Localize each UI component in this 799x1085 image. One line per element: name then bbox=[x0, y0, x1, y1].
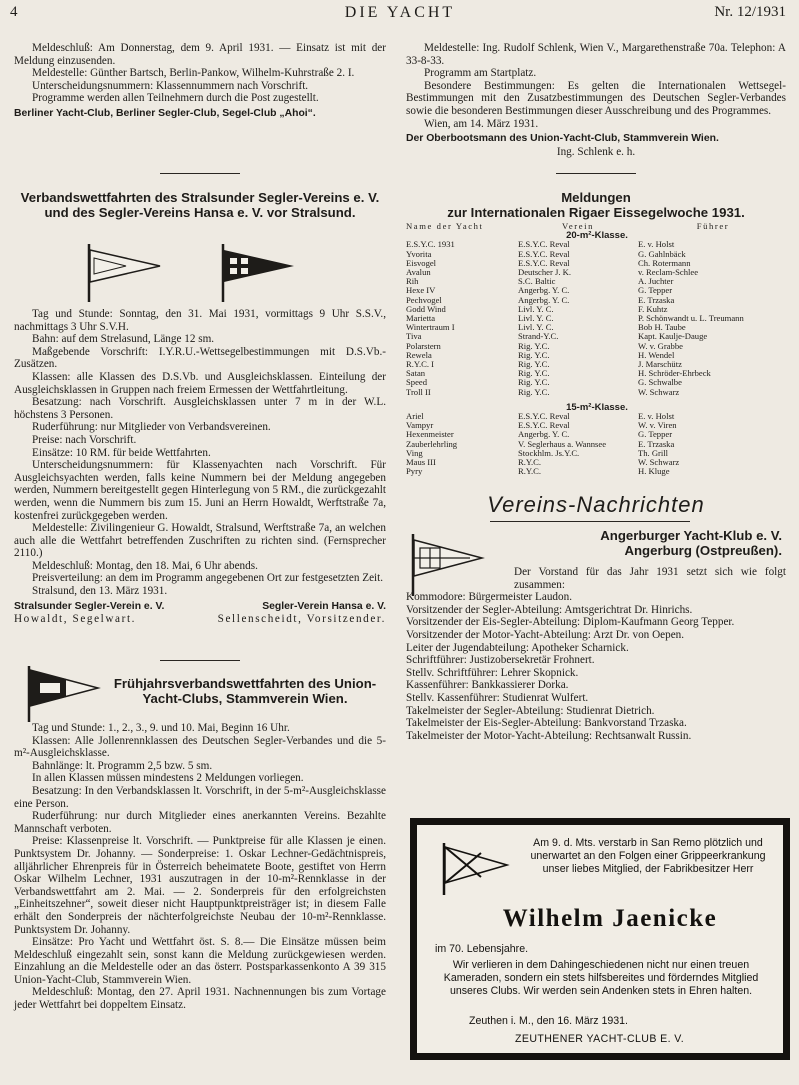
riga-entries-table bbox=[406, 222, 788, 476]
board-member: Schriftführer: Justizobersekretär Frohnert. bbox=[406, 654, 595, 667]
paragraph: Meldestelle: Zivilingenieur G. Howaldt, Stralsund, Werftstraße 7a, an welchen auch alle die Wettfahrt betreffenden Zuschriften zu richten sind. (Fernsprecher 2110.) bbox=[14, 522, 386, 560]
page-header bbox=[10, 4, 790, 24]
obituary-club: ZEUTHENER YACHT-CLUB E. V. bbox=[515, 1033, 685, 1045]
paragraph: Ruderführung: nur durch Mitglieder eines anerkannten Vereins. Bezahlte Mannschaft verboten. bbox=[14, 810, 386, 835]
paragraph: Tag und Stunde: Sonntag, den 31. Mai 1931, vormittags 9 Uhr S.S.V., nachmittags 3 Uhr S.V.H. bbox=[14, 308, 386, 333]
skipper-cell: E. v. Holst bbox=[638, 239, 675, 250]
skipper-cell: F. Kuhtz bbox=[638, 303, 668, 314]
board-member: Leiter der Jugendabteilung: Apotheker Scharnick. bbox=[406, 641, 629, 654]
skipper-cell: E. Trzaska bbox=[638, 438, 675, 449]
table-row bbox=[406, 412, 788, 421]
yacht-name-cell: Wintertraum I bbox=[406, 322, 455, 333]
yacht-name-cell: Rewela bbox=[406, 349, 432, 360]
table-row bbox=[406, 351, 788, 360]
club-location: Angerburg (Ostpreußen). bbox=[624, 543, 782, 558]
table-row bbox=[406, 421, 788, 430]
berlin-announcement-tail bbox=[14, 42, 386, 121]
union-body bbox=[14, 722, 386, 1012]
club-cell: Strand-Y.C. bbox=[518, 331, 559, 342]
skipper-cell: W. Schwarz bbox=[638, 386, 680, 397]
club-cell: Angerbg. Y. C. bbox=[518, 429, 570, 440]
skipper-cell: W. v. Grabbe bbox=[638, 340, 683, 351]
club-cell: V. Seglerhaus a. Wannsee bbox=[518, 438, 607, 449]
club-cell: E.S.Y.C. Reval bbox=[518, 257, 570, 268]
board-member: Takelmeister der Motor-Yacht-Abteilung: Rechtsanwalt Russin. bbox=[406, 729, 692, 742]
yacht-name-cell: E.S.Y.C. 1931 bbox=[406, 239, 455, 250]
paragraph: Einsätze: Pro Yacht und Wettfahrt öst. S. 8.— Die Einsätze müssen beim Meldeschluß eingezahlt sein, sonst kann die Meldung zurückgewiesen werden. Einzahlung an die Meldestelle oder an das österr. Postsparkassenkonto A 39 315 Union-Yacht-Club, Stammverein Wien. bbox=[14, 936, 386, 986]
section-heading-club-news: Vereins-Nachrichten bbox=[487, 492, 705, 517]
yacht-name-cell: Ariel bbox=[406, 411, 424, 422]
skipper-cell: P. Schönwandt u. L. Treumann bbox=[638, 313, 744, 324]
skipper-cell: H. Kluge bbox=[638, 466, 670, 477]
club-cell: Rig. Y.C. bbox=[518, 377, 550, 388]
skipper-cell: G. Schwalbe bbox=[638, 377, 682, 388]
yacht-name-cell: Zauberlehrling bbox=[406, 438, 458, 449]
board-member: Takelmeister der Eis-Segler-Abteilung: Bankvorstand Trzaska. bbox=[406, 717, 687, 730]
club-cell: Livl. Y. C. bbox=[518, 322, 554, 333]
yacht-name-cell: Eisvogel bbox=[406, 257, 437, 268]
board-member: Stellv. Kassenführer: Studienrat Wulfert. bbox=[406, 691, 589, 704]
class-20-entries bbox=[406, 240, 788, 396]
paragraph: Wien, am 14. März 1931. bbox=[424, 117, 539, 130]
paragraph: Ruderführung: nur Mitglieder von Verbandsvereinen. bbox=[32, 421, 271, 434]
skipper-cell: G. Tepper bbox=[638, 429, 673, 440]
yacht-name-cell: Pyry bbox=[406, 466, 423, 477]
paragraph: Bahn: auf dem Strelasund, Länge 12 sm. bbox=[32, 333, 215, 346]
yacht-name-cell: Ving bbox=[406, 447, 423, 458]
divider bbox=[160, 173, 240, 174]
pennant-flag-icon bbox=[86, 244, 166, 302]
yacht-name-cell: Godd Wind bbox=[406, 303, 446, 314]
yacht-name-cell: Hexe IV bbox=[406, 285, 436, 296]
skipper-cell: E. v. Holst bbox=[638, 411, 675, 422]
paragraph: Meldestelle: Günther Bartsch, Berlin-Pankow, Wilhelm-Kuhrstraße 2. I. bbox=[32, 67, 355, 80]
club-cell: E.S.Y.C. Reval bbox=[518, 420, 570, 431]
table-row bbox=[406, 323, 788, 332]
paragraph: Unterscheidungsnummern: für Klassenyachten nach Vorschrift. Für Ausgleichsyachten werden, falls keine Nummern bei der Meldung angegeben werden, Nummern bereitgestellt gegen Hinterlegung von 5 RM., die zurückgezahlt werden, wenn die Nummern bis zum 15. Juni an Herrn Howaldt, Werftstraße 7a, kostenfrei zurückgegeben werden. bbox=[14, 459, 386, 522]
board-member: Kommodore: Bürgermeister Laudon. bbox=[406, 591, 573, 604]
signature-club-right: Segler-Verein Hansa e. V. bbox=[262, 600, 386, 612]
paragraph: Unterscheidungsnummern: Klassennummern nach Vorschrift. bbox=[32, 79, 309, 92]
table-row bbox=[406, 268, 788, 277]
yacht-name-cell: Marietta bbox=[406, 313, 436, 324]
yacht-name-cell: Rih bbox=[406, 276, 419, 287]
club-cell: Angerbg. Y. C. bbox=[518, 285, 570, 296]
skipper-cell: E. Trzaska bbox=[638, 294, 675, 305]
club-cell: Rig. Y.C. bbox=[518, 368, 550, 379]
column-header-skipper: Führer bbox=[696, 221, 730, 231]
paragraph: Preise: Klassenpreise lt. Vorschrift. — Punktpreise für alle Klassen je einen. Punktsystem Dr. Johanny. — Sonderpreise: 1. Oskar Lechner-Gedächtnispreis, alljährlicher Ehrenpreis für in Österreich beheimatete Boote, gestiftet von Herrn Oskar Wilhelm Lechner, 1931 auszutragen in der 10-m²-Rennklasse in der Verbandswettfahrt am 2. Mai. — 2. Sonderpreis für den erfolgreichsten „Einheitszehner“, soweit dieser nicht Hauptpunktpreisträger ist; in diesem Falle erhält den Sonderpreis der nächterfolgreichste Neubau der 10-m²-Rennklasse. Punktsystem Dr. Johanny. bbox=[14, 835, 386, 936]
signature-club: Der Oberbootsmann des Union-Yacht-Club, Stammverein Wien. bbox=[406, 133, 719, 145]
club-cell: E.S.Y.C. Reval bbox=[518, 411, 570, 422]
club-name: Angerburger Yacht-Klub e. V. bbox=[600, 528, 782, 543]
table-row bbox=[406, 360, 788, 369]
column-header-club: Verein bbox=[561, 221, 595, 231]
riga-title-line1: Meldungen bbox=[561, 190, 631, 205]
table-row bbox=[406, 314, 788, 323]
zeuthen-club-flag-icon bbox=[441, 843, 511, 895]
table-row bbox=[406, 467, 788, 476]
table-row bbox=[406, 259, 788, 268]
paragraph: Meldeschluß: Montag, den 18. Mai, 6 Uhr abends. bbox=[32, 559, 258, 572]
skipper-cell: Th. Grill bbox=[638, 447, 669, 458]
journal-title: DIE YACHT bbox=[344, 4, 456, 21]
skipper-cell: H. Schröder-Ehrbeck bbox=[638, 368, 711, 379]
paragraph: Programm am Startplatz. bbox=[424, 67, 537, 80]
skipper-cell: H. Wendel bbox=[638, 349, 675, 360]
signature-name-left: Howaldt, Segelwart. bbox=[14, 613, 137, 626]
signature-name-right: Sellenscheidt, Vorsitzender. bbox=[217, 613, 386, 626]
signature-club-left: Stralsunder Segler-Verein e. V. bbox=[14, 600, 165, 612]
board-intro: Der Vorstand für das Jahr 1931 setzt sich wie folgt zusammen: bbox=[514, 566, 786, 591]
yacht-name-cell: Avalun bbox=[406, 267, 431, 278]
paragraph: Besondere Bestimmungen: Es gelten die Internationalen Wettsegel-Bestimmungen mit den Zusatzbestimmungen des Deutschen Segler-Verbandes sowie die besonderen Bestimmungen dieser Ausschreibung und des Programmes. bbox=[406, 79, 786, 117]
riga-title bbox=[406, 190, 786, 220]
paragraph: Preisverteilung: an dem im Programm angegebenen Ort zur festgesetzten Zeit. bbox=[32, 572, 384, 585]
table-row bbox=[406, 342, 788, 351]
issue-number: Nr. 12/1931 bbox=[714, 4, 786, 20]
yacht-name-cell: R.Y.C. I bbox=[406, 359, 435, 370]
board-member: Vorsitzender der Segler-Abteilung: Amtsgerichtrat Dr. Hinrichs. bbox=[406, 603, 693, 616]
paragraph: Programme werden allen Teilnehmern durch die Post zugestellt. bbox=[32, 92, 319, 105]
board-member: Vorsitzender der Motor-Yacht-Abteilung: Arzt Dr. von Oepen. bbox=[406, 628, 685, 641]
paragraph: Besatzung: nach Vorschrift. Ausgleichsklassen unter 7 m in der W.L. höchstens 3 Personen. bbox=[14, 396, 386, 421]
table-row bbox=[406, 458, 788, 467]
paragraph: Klassen: alle Klassen des D.S.Vb. und Ausgleichsklassen. Einteilung der Ausgleichsklassen in Gruppen nach freiem Ermessen der Wettfahrtleitung. bbox=[14, 370, 386, 396]
yacht-name-cell: Yvorita bbox=[406, 248, 432, 259]
board-member: Kassenführer: Bankkassierer Dorka. bbox=[406, 679, 569, 692]
class-heading-20: 20-m²-Klasse. bbox=[566, 230, 628, 242]
paragraph: Tag und Stunde: 1., 2., 3., 9. und 10. Mai, Beginn 16 Uhr. bbox=[32, 722, 290, 734]
obituary-text: Wir verlieren in dem Dahingeschiedenen nicht nur einen treuen Kameraden, sondern ein stets hilfsbereites und förderndes Mitglied unseres Clubs. Wir werden sein Andenken stets in Ehren halten. bbox=[443, 959, 759, 997]
skipper-cell: A. Juchter bbox=[638, 276, 674, 287]
signature-name: Ing. Schlenk e. h. bbox=[556, 145, 636, 158]
paragraph: Bahnlänge: lt. Programm 2,5 bzw. 5 sm. bbox=[32, 759, 213, 772]
obituary-place-date: Zeuthen i. M., den 16. März 1931. bbox=[469, 1015, 628, 1027]
divider bbox=[490, 521, 690, 522]
club-cell: Livl. Y. C. bbox=[518, 313, 554, 324]
column-header-yacht: Name der Yacht bbox=[406, 221, 484, 231]
board-list bbox=[406, 566, 786, 742]
yacht-name-cell: Maus III bbox=[406, 457, 436, 468]
page-number: 4 bbox=[10, 4, 18, 20]
club-cell: Rig. Y.C. bbox=[518, 349, 550, 360]
skipper-cell: G. Gahlnbäck bbox=[638, 248, 686, 259]
club-cell: R.Y.C. bbox=[518, 466, 542, 477]
club-heading bbox=[490, 528, 782, 558]
paragraph: Klassen: Alle Jollenrennklassen des Deutschen Segler-Verbandes und die 5-m²-Ausgleichsklasse. bbox=[14, 734, 386, 760]
table-row bbox=[406, 277, 788, 286]
yacht-name-cell: Vampyr bbox=[406, 420, 434, 431]
paragraph: Meldestelle: Ing. Rudolf Schlenk, Wien V., Margarethenstraße 70a. Telephon: A 33-8-33. bbox=[406, 42, 786, 67]
union-club-flag-icon bbox=[26, 666, 102, 722]
vienna-announcement-tail bbox=[406, 42, 786, 158]
table-row bbox=[406, 296, 788, 305]
paragraph: Stralsund, den 13. März 1931. bbox=[32, 585, 168, 598]
yacht-name-cell: Hexenmeister bbox=[406, 429, 454, 440]
paragraph: Einsätze: 10 RM. für beide Wettfahrten. bbox=[32, 446, 211, 459]
club-cell: Rig. Y.C. bbox=[518, 359, 550, 370]
paragraph: In allen Klassen müssen mindestens 2 Meldungen vorliegen. bbox=[32, 772, 304, 785]
skipper-cell: Bob H. Taube bbox=[638, 322, 686, 333]
club-cell: Stockhlm. Js.Y.C. bbox=[518, 447, 580, 458]
organizer-clubs: Berliner Yacht-Club, Berliner Segler-Club, Segel-Club „Ahoi“. bbox=[14, 107, 316, 119]
table-row bbox=[406, 440, 788, 449]
table-row bbox=[406, 369, 788, 378]
skipper-cell: Ch. Rotermann bbox=[638, 257, 691, 268]
obituary-lead: Am 9. d. Mts. verstarb in San Remo plötzlich und unerwartet an den Folgen einer Grippeerkrankung unser liebes Mitglied, der Fabrikbesitzer Herr bbox=[530, 837, 766, 875]
skipper-cell: Kapt. Kaulje-Dauge bbox=[638, 331, 708, 342]
club-cell: S.C. Baltic bbox=[518, 276, 556, 287]
table-row bbox=[406, 449, 788, 458]
club-cell: Angerbg. Y. C. bbox=[518, 294, 570, 305]
yacht-name-cell: Polarstern bbox=[406, 340, 441, 351]
yacht-name-cell: Speed bbox=[406, 377, 428, 388]
table-row bbox=[406, 240, 788, 249]
paragraph: Meldeschluß: Am Donnerstag, dem 9. April 1931. — Einsatz ist mit der Meldung einzusenden. bbox=[14, 42, 386, 67]
skipper-cell: v. Reclam-Schlee bbox=[638, 267, 699, 278]
club-cell: Rig. Y.C. bbox=[518, 340, 550, 351]
class-heading-15: 15-m²-Klasse. bbox=[566, 401, 628, 413]
skipper-cell: W. Schwarz bbox=[638, 457, 680, 468]
divider bbox=[556, 173, 636, 174]
club-cell: Deutscher J. K. bbox=[518, 267, 571, 278]
cross-pennant-flag-icon bbox=[220, 244, 300, 302]
club-cell: Livl. Y. C. bbox=[518, 303, 554, 314]
club-cell: E.S.Y.C. Reval bbox=[518, 239, 570, 250]
board-member: Vorsitzender der Eis-Segler-Abteilung: Diplom-Kaufmann Georg Tepper. bbox=[406, 616, 735, 629]
skipper-cell: G. Tepper bbox=[638, 285, 673, 296]
board-member: Takelmeister der Segler-Abteilung: Studienrat Dietrich. bbox=[406, 704, 655, 717]
deceased-name: Wilhelm Jaenicke bbox=[502, 905, 718, 932]
paragraph: Maßgebende Vorschrift: I.Y.R.U.-Wettsegelbestimmungen mit D.S.Vb.-Zusätzen. bbox=[14, 345, 386, 371]
paragraph: Meldeschluß: Montag, den 27. April 1931. Nachnennungen bis zum Vortage jeder Wettfahrt bei doppeltem Einsatz. bbox=[14, 986, 386, 1012]
board-member: Stellv. Schriftführer: Lehrer Skopnick. bbox=[406, 666, 579, 679]
table-row bbox=[406, 332, 788, 341]
paragraph: Preise: nach Vorschrift. bbox=[32, 433, 137, 446]
table-row bbox=[406, 250, 788, 259]
yacht-name-cell: Troll II bbox=[406, 386, 431, 397]
table-row bbox=[406, 388, 788, 397]
table-row bbox=[406, 378, 788, 387]
stralsund-title: Verbandswettfahrten des Stralsunder Segler-Vereins e. V. und des Segler-Vereins Hansa e. V. vor Stralsund. bbox=[20, 190, 380, 220]
club-cell: Rig. Y.C. bbox=[518, 386, 550, 397]
obituary-box bbox=[410, 818, 790, 1060]
class-15-entries bbox=[406, 412, 788, 476]
riga-title-line2: zur Internationalen Rigaer Eissegelwoche 1931. bbox=[447, 205, 745, 220]
skipper-cell: W. v. Viren bbox=[638, 420, 677, 431]
union-title: Frühjahrsverbandswettfahrten des Union-Yacht-Clubs, Stammverein Wien. bbox=[113, 676, 377, 706]
yacht-name-cell: Pechvogel bbox=[406, 294, 442, 305]
divider bbox=[160, 660, 240, 661]
club-cell: R.Y.C. bbox=[518, 457, 542, 468]
skipper-cell: J. Marschütz bbox=[638, 359, 682, 370]
club-cell: E.S.Y.C. Reval bbox=[518, 248, 570, 259]
deceased-age: im 70. Lebensjahre. bbox=[435, 943, 529, 955]
stralsund-body bbox=[14, 308, 386, 626]
table-row bbox=[406, 286, 788, 295]
yacht-name-cell: Tiva bbox=[406, 331, 422, 342]
paragraph: Besatzung: In den Verbandsklassen lt. Vorschrift, in der 5-m²-Ausgleichsklasse eine Person. bbox=[14, 784, 386, 810]
yacht-name-cell: Satan bbox=[406, 368, 426, 379]
